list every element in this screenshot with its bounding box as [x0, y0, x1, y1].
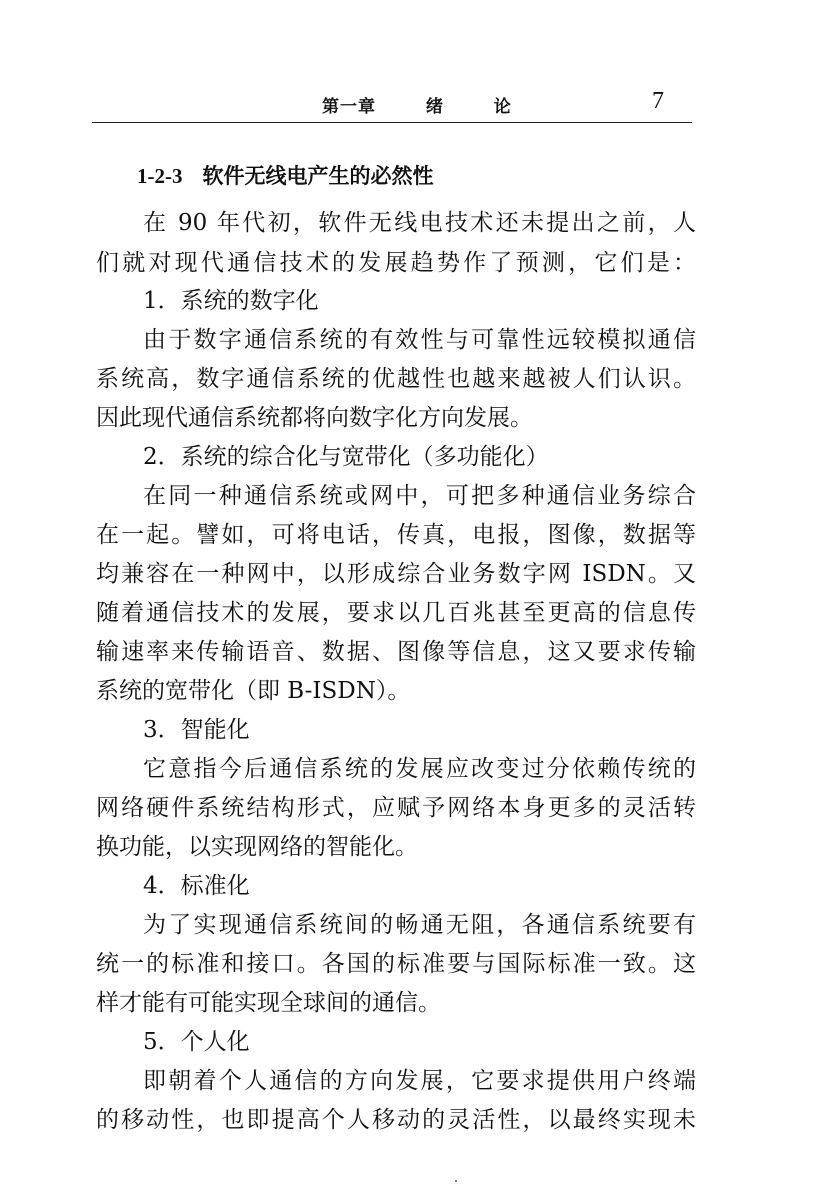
list-item-heading: 1．系统的数字化 — [143, 288, 319, 314]
paragraph-line: 在 90 年代初，软件无线电技术还未提出之前，人 — [143, 210, 696, 236]
paragraph-line: 为了实现通信系统间的畅通无阻，各通信系统要有 — [143, 912, 696, 938]
paragraph-line: 均兼容在一种网中，以形成综合业务数字网 ISDN。又 — [96, 561, 696, 587]
chapter-title — [322, 92, 512, 117]
page-number: 7 — [652, 88, 664, 114]
running-header — [92, 88, 692, 123]
list-item-heading: 2．系统的综合化与宽带化（多功能化） — [143, 444, 549, 470]
list-item-heading: 5．个人化 — [143, 1029, 250, 1055]
list-item-heading: 4．标准化 — [143, 873, 250, 899]
chapter-title-word-1: 绪 — [425, 97, 444, 117]
section-number: 1-2-3 — [137, 164, 183, 188]
paragraph-line: 即朝着个人通信的方向发展，它要求提供用户终端 — [143, 1068, 696, 1094]
chapter-label: 第一章 — [322, 97, 376, 117]
paragraph-line: 系统的宽带化（即 B-ISDN）。 — [96, 678, 411, 704]
paragraph-line: 网络硬件系统结构形式，应赋予网络本身更多的灵活转 — [96, 795, 696, 821]
chapter-title-word-2: 论 — [493, 97, 512, 117]
paragraph-line: 系统高，数字通信系统的优越性也越来越被人们认识。 — [96, 366, 696, 392]
scan-speck — [455, 1180, 457, 1182]
section-title: 软件无线电产生的必然性 — [202, 164, 434, 188]
paragraph-line: 样才能有可能实现全球间的通信。 — [96, 990, 441, 1016]
paragraph-line: 在同一种通信系统或网中，可把多种通信业务综合 — [143, 483, 696, 509]
list-item-heading: 3．智能化 — [143, 717, 250, 743]
paragraph-line: 在一起。譬如，可将电话，传真，电报，图像，数据等 — [96, 522, 696, 548]
paragraph-line: 它意指今后通信系统的发展应改变过分依赖传统的 — [143, 756, 696, 782]
paragraph-line: 输速率来传输语音、数据、图像等信息，这又要求传输 — [96, 639, 696, 665]
paragraph-line: 统一的标准和接口。各国的标准要与国际标准一致。这 — [96, 951, 696, 977]
paragraph-line: 们就对现代通信技术的发展趋势作了预测，它们是： — [96, 250, 696, 276]
paragraph-line: 随着通信技术的发展，要求以几百兆甚至更高的信息传 — [96, 600, 696, 626]
section-heading — [137, 160, 434, 190]
paragraph-line: 因此现代通信系统都将向数字化方向发展。 — [96, 405, 533, 431]
paragraph-line: 换功能，以实现网络的智能化。 — [96, 834, 418, 860]
paragraph-line: 由于数字通信系统的有效性与可靠性远较模拟通信 — [143, 327, 696, 353]
paragraph-line: 的移动性，也即提高个人移动的灵活性，以最终实现未 — [96, 1107, 696, 1133]
